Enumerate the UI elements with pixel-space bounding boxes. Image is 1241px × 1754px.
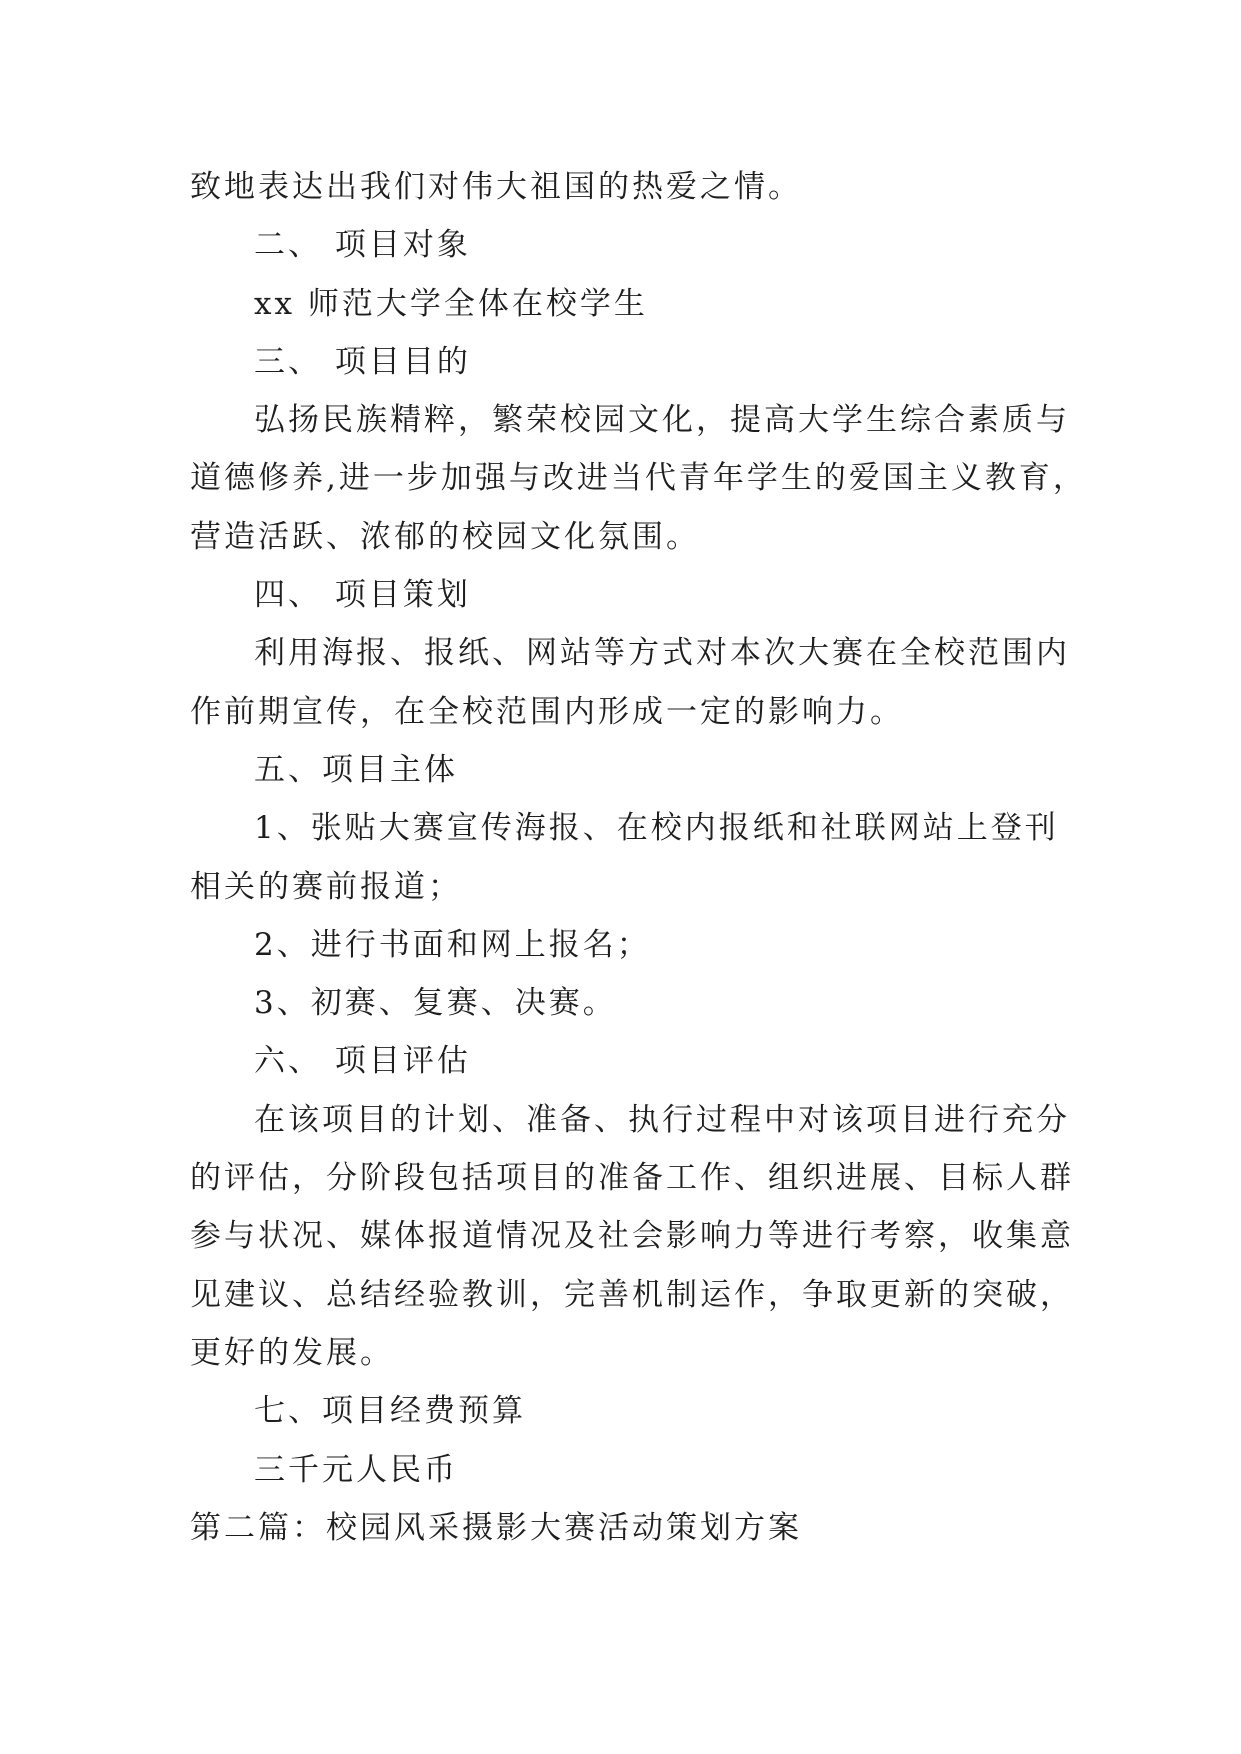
paragraph-line: 道德修养,进一步加强与改进当代青年学生的爱国主义教育， [190,460,1087,497]
paragraph-line: 致地表达出我们对伟大祖国的热爱之情。 [190,169,802,205]
section-heading-evaluation: 六、 项目评估 [254,1043,471,1080]
section-heading-main: 五、项目主体 [254,751,458,788]
paragraph-line: 参与状况、媒体报道情况及社会影响力等进行考察，收集意 [190,1218,1074,1255]
list-item: 1、张贴大赛宣传海报、在校内报纸和社联网站上登刊 [254,810,1059,847]
paragraph-line: 在该项目的计划、准备、执行过程中对该项目进行充分 [254,1101,1070,1138]
section-heading-purpose: 三、 项目目的 [254,343,471,380]
paragraph-line: 的评估，分阶段包括项目的准备工作、组织进展、目标人群 [190,1160,1074,1197]
paragraph-line: 更好的发展。 [190,1334,394,1371]
section-heading-budget: 七、项目经费预算 [254,1393,526,1430]
paragraph-line: 见建议、总结经验教训，完善机制运作，争取更新的突破， [190,1276,1074,1313]
document-body [190,158,1087,1557]
list-item: 3、初赛、复赛、决赛。 [254,985,617,1022]
section-heading-planning: 四、 项目策划 [254,577,471,614]
paragraph-line: 相关的赛前报道； [190,868,462,905]
paragraph-line: 三千元人民币 [254,1451,458,1488]
paragraph-line: 作前期宣传，在全校范围内形成一定的影响力。 [190,693,904,730]
paragraph-line: 利用海报、报纸、网站等方式对本次大赛在全校范围内 [254,635,1070,672]
section-heading-objects: 二、 项目对象 [254,227,471,264]
paragraph-line: xx 师范大学全体在校学生 [254,285,648,322]
paragraph-line: 营造活跃、浓郁的校园文化氛围。 [190,518,700,555]
chapter-title: 第二篇：校园风采摄影大赛活动策划方案 [190,1509,802,1546]
list-item: 2、进行书面和网上报名； [254,926,651,963]
paragraph-line: 弘扬民族精粹，繁荣校园文化，提高大学生综合素质与 [254,402,1070,439]
